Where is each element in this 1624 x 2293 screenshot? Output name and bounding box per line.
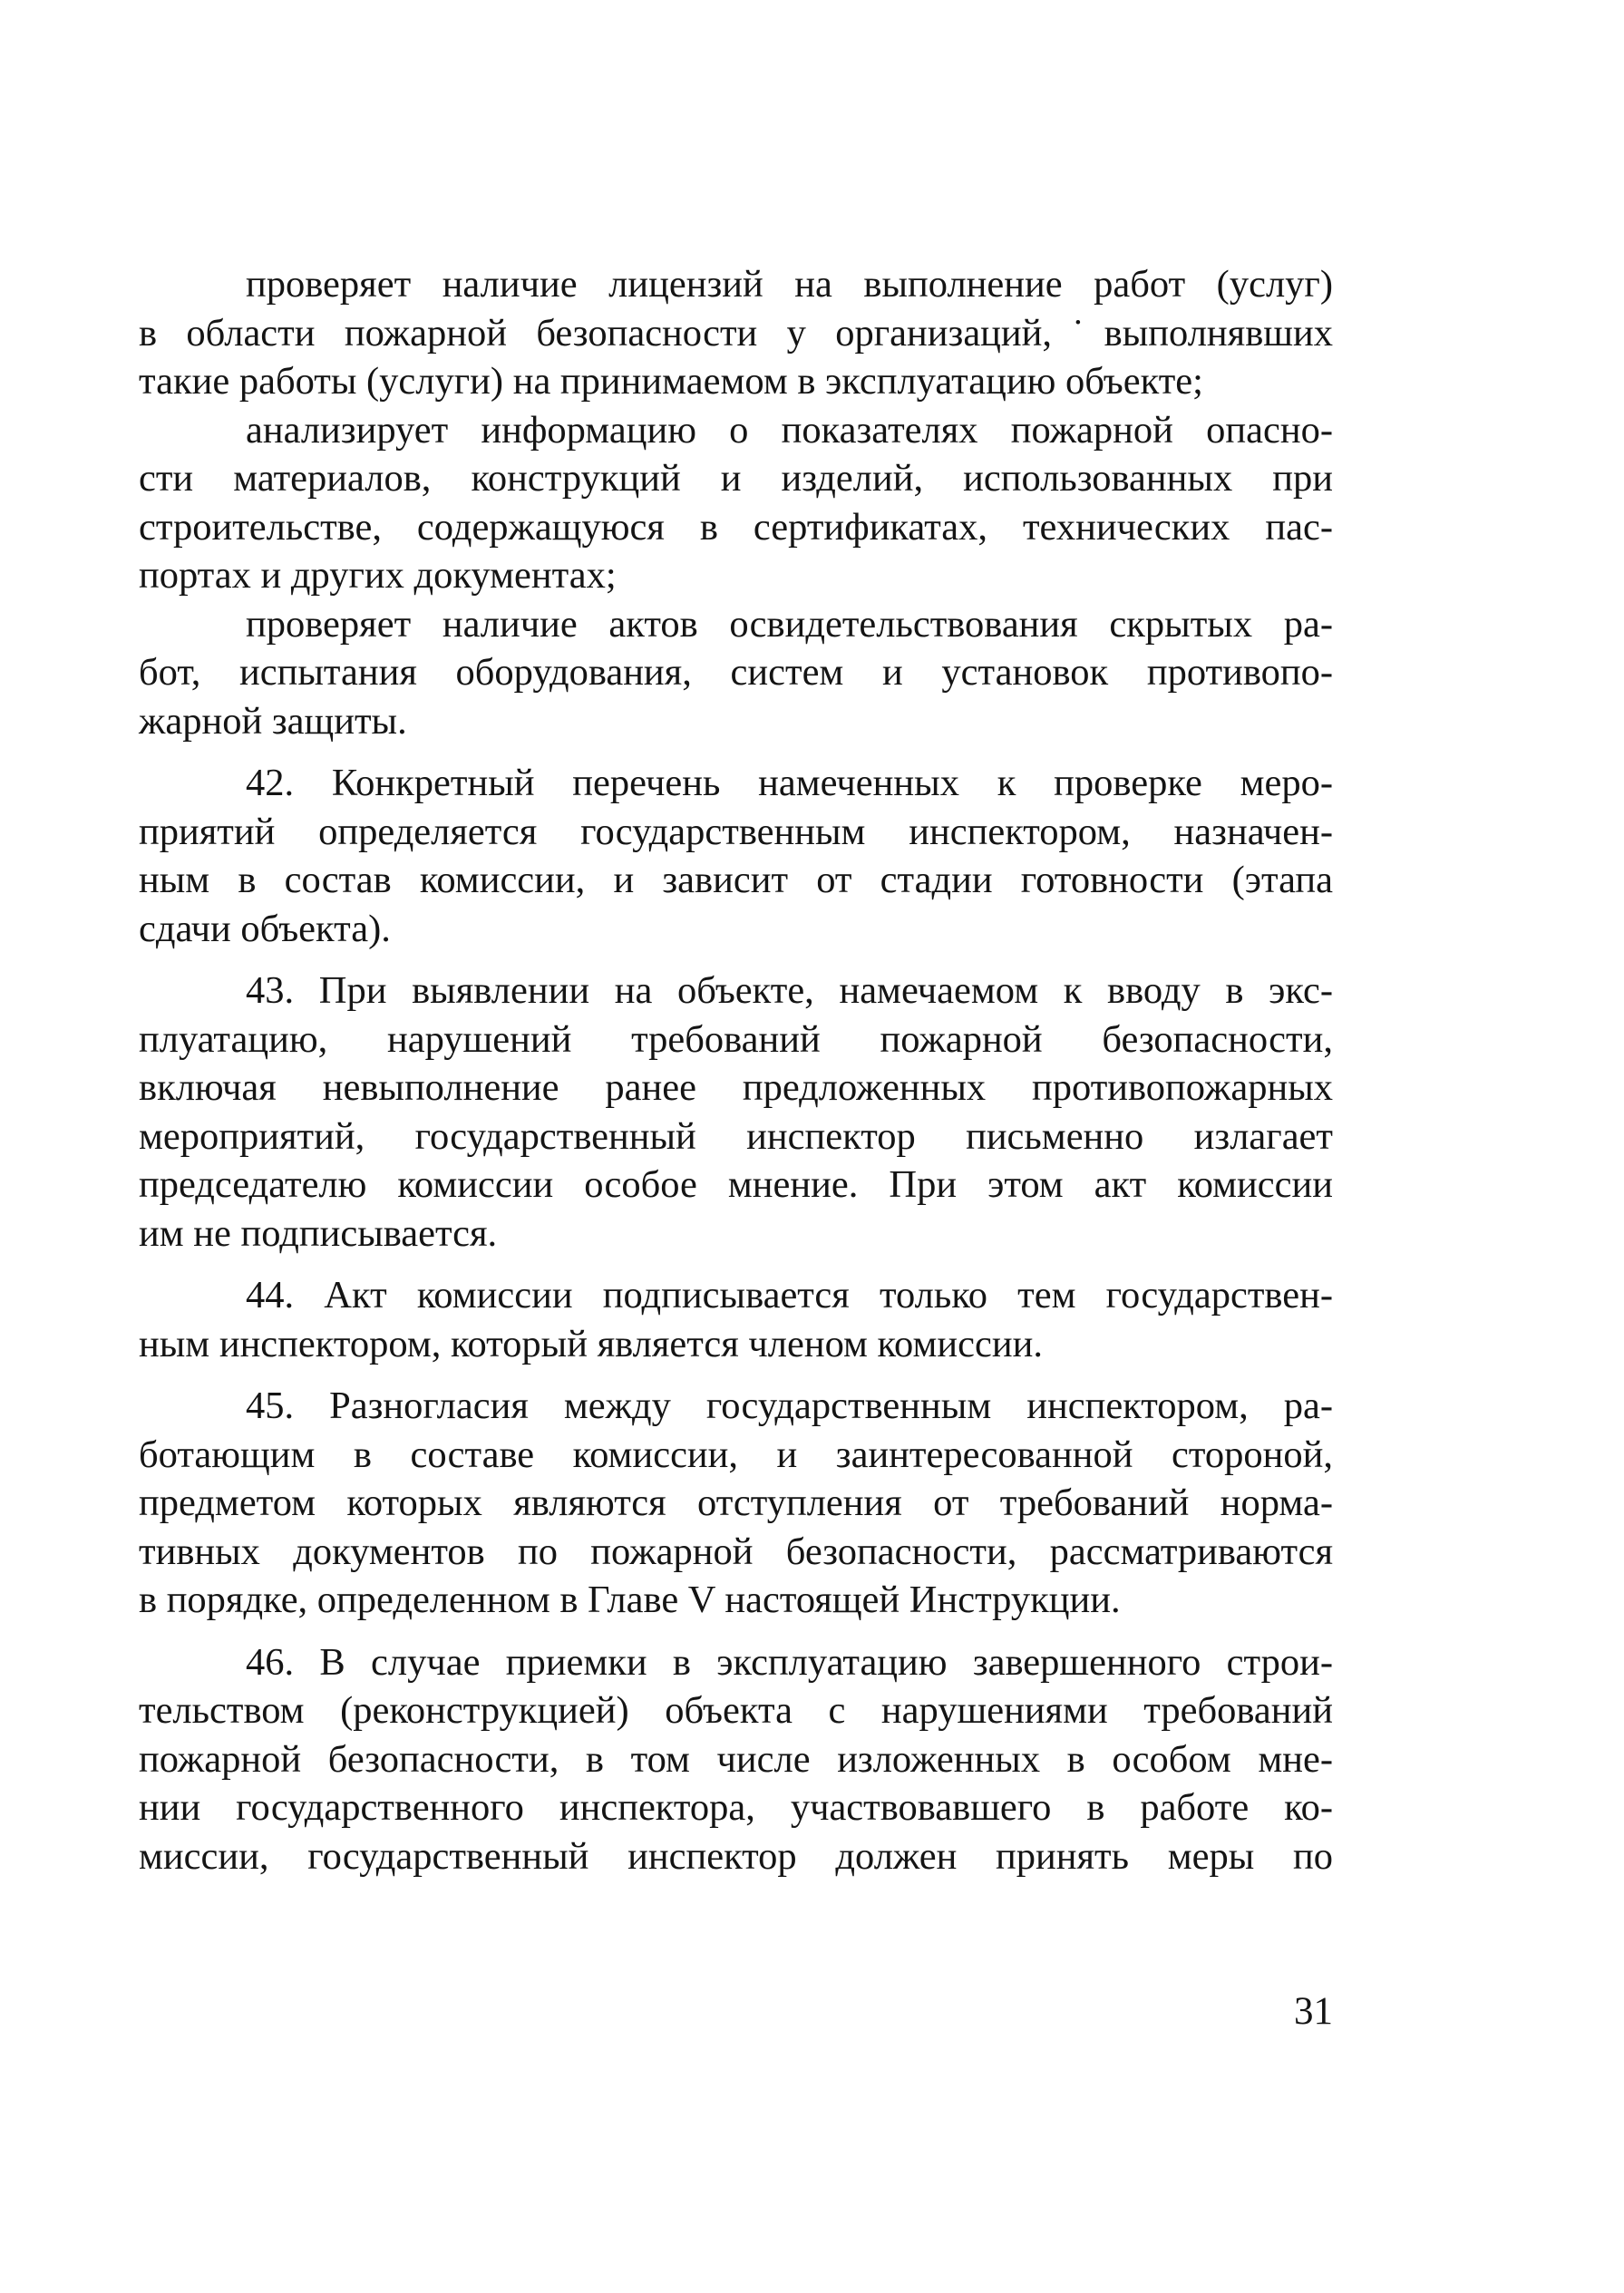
text-line: 44. Акт комиссии подписывается только тем государствен- — [246, 1274, 1333, 1317]
page-number: 31 — [1294, 1990, 1333, 2033]
text-line: сдачи объекта). — [139, 907, 391, 950]
paragraph-item-44 — [139, 1271, 1333, 1368]
text-line: ботающим в составе комиссии, и заинтересованной стороной, — [139, 1433, 1333, 1476]
text-line: проверяет наличие лицензий на выполнение работ (услуг) — [246, 263, 1333, 306]
paragraph-fire-hazard-analysis — [139, 406, 1333, 600]
paragraph-item-42 — [139, 759, 1333, 953]
text-line: им не подписывается. — [139, 1211, 498, 1255]
document-body — [139, 260, 1333, 1880]
text-line: мероприятий, государственный инспектор письменно излагает — [139, 1114, 1333, 1158]
paragraph-item-46 — [139, 1638, 1333, 1881]
text-line: тельством (реконструкцией) объекта с нарушениями требований — [139, 1689, 1333, 1732]
text-line: нии государственного инспектора, участвовавшего в работе ко- — [139, 1786, 1333, 1829]
text-line: включая невыполнение ранее предложенных противопожарных — [139, 1066, 1333, 1109]
text-line: плуатацию, нарушений требований пожарной безопасности, — [139, 1017, 1333, 1061]
text-line: миссии, государственный инспектор должен принять меры по — [139, 1834, 1333, 1878]
text-line: бот, испытания оборудования, систем и установок противопо- — [139, 651, 1333, 694]
text-line: 43. При выявлении на объекте, намечаемом к вводу в экс- — [246, 969, 1333, 1012]
text-line: председателю комиссии особое мнение. При этом акт комиссии — [139, 1163, 1333, 1206]
text-line: в области пожарной безопасности у организаций,˙выполнявших — [139, 311, 1333, 355]
paragraph-item-45 — [139, 1382, 1333, 1625]
paragraph-license-check — [139, 260, 1333, 406]
text-line: приятий определяется государственным инспектором, назначен- — [139, 810, 1333, 853]
text-line: строительстве, содержащуюся в сертификатах, технических пас- — [139, 505, 1333, 549]
text-line: жарной защиты. — [139, 699, 407, 743]
text-line: такие работы (услуги) на принимаемом в эксплуатацию объекте; — [139, 360, 1203, 403]
text-line: сти материалов, конструкций и изделий, использованных при — [139, 457, 1333, 500]
text-line: в порядке, определенном в Главе V настоящей Инструкции. — [139, 1579, 1121, 1621]
paragraph-item-43 — [139, 967, 1333, 1258]
paragraph-hidden-works-acts — [139, 600, 1333, 746]
text-line: портах и других документах; — [139, 554, 617, 597]
text-line: анализирует информацию о показателях пожарной опасно- — [246, 408, 1333, 452]
text-line: 42. Конкретный перечень намеченных к проверке меро- — [246, 762, 1333, 804]
text-line: 46. В случае приемки в эксплуатацию завершенного строи- — [246, 1640, 1333, 1684]
text-line: ным инспектором, который является членом комиссии. — [139, 1322, 1043, 1365]
text-line: предметом которых являются отступления от требований норма- — [139, 1482, 1333, 1524]
text-line: пожарной безопасности, в том числе изложенных в особом мне- — [139, 1737, 1333, 1781]
text-line: ным в состав комиссии, и зависит от стадии готовности (этапа — [139, 859, 1333, 901]
text-line: проверяет наличие актов освидетельствования скрытых ра- — [246, 602, 1333, 646]
text-line: тивных документов по пожарной безопасности, рассматриваются — [139, 1530, 1333, 1573]
text-line: 45. Разногласия между государственным инспектором, ра- — [246, 1385, 1333, 1427]
